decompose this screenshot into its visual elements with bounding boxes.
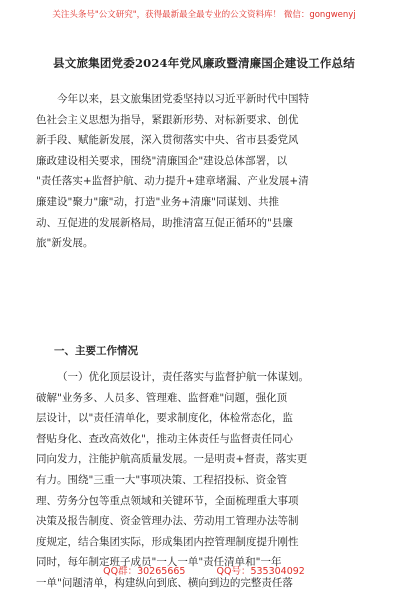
section-paragraph <box>36 367 371 594</box>
paragraph-line: 动、互促进的发展新格局，助推清富互促正循环的"县廉 <box>36 216 293 229</box>
paragraph-line: 理、劳务分包等重点领域和关键环节，全面梳理重大事项 <box>36 494 299 507</box>
footer-qq-group: QQ群：30265665 <box>103 566 186 577</box>
paragraph-line: 廉政建设相关要求，围绕"清廉国企"建设总体部署，以 <box>36 154 288 167</box>
paragraph-line: 同时，每年制定班子成员"一人一单"责任清单和"一年 <box>36 556 282 569</box>
paragraph-line: 廉建设"聚力"廉"动，打造"业务+清廉"同谋划、共推 <box>36 195 279 208</box>
document-title: 县文旅集团党委2024年党风廉政暨清廉国企建设工作总结 <box>53 56 355 70</box>
footer-qq-number: QQ号：535304092 <box>216 566 305 577</box>
paragraph-line: 同向发力，注能护航高质量发展。一是明责+督责，落实更 <box>36 453 308 466</box>
paragraph-line: 决策及报告制度、资金管理办法、劳动用工管理办法等制 <box>36 515 299 528</box>
paragraph-line: 旅"新发展。 <box>36 237 94 250</box>
paragraph-line: 层设计，以"责任清单化，要求制度化，体检常态化，监 <box>36 412 293 425</box>
paragraph-line: 色社会主义思想为指导，紧跟新形势、对标新要求、创优 <box>36 113 299 126</box>
section-heading: 一、主要工作情况 <box>54 345 138 357</box>
top-banner: 关注头条号"公文研究"，获得最新最全最专业的公文资料库！ 微信：gongwenyj <box>52 10 356 20</box>
intro-paragraph <box>36 89 371 254</box>
paragraph-line: 度规定，结合集团实际，形成集团内控管理制度提升刚性 <box>36 535 299 548</box>
paragraph-line: 一单"问题清单，构建纵向到底、横向到边的完整责任落 <box>36 576 293 589</box>
paragraph-line: （一）优化顶层设计，责任落实与监督护航一体谋划。 <box>57 371 309 383</box>
paragraph-line: 新手段、赋能新发展，深入贯彻落实中央、省市县委党风 <box>36 134 299 147</box>
footer <box>0 563 408 577</box>
paragraph-line: 督贴身化、查改高效化"，推动主体责任与监督责任同心 <box>36 432 293 445</box>
paragraph-line: 破解"业务多、人员多、管理难、监督难"问题，强化顶 <box>36 391 288 404</box>
paragraph-line: 有力。围绕"三重一大"事项决策、工程招投标、资金管 <box>36 473 288 486</box>
paragraph-line: 今年以来，县文旅集团党委坚持以习近平新时代中国特 <box>57 93 309 105</box>
paragraph-line: "责任落实+监督护航、动力提升+建章堵漏、产业发展+清 <box>36 175 309 188</box>
